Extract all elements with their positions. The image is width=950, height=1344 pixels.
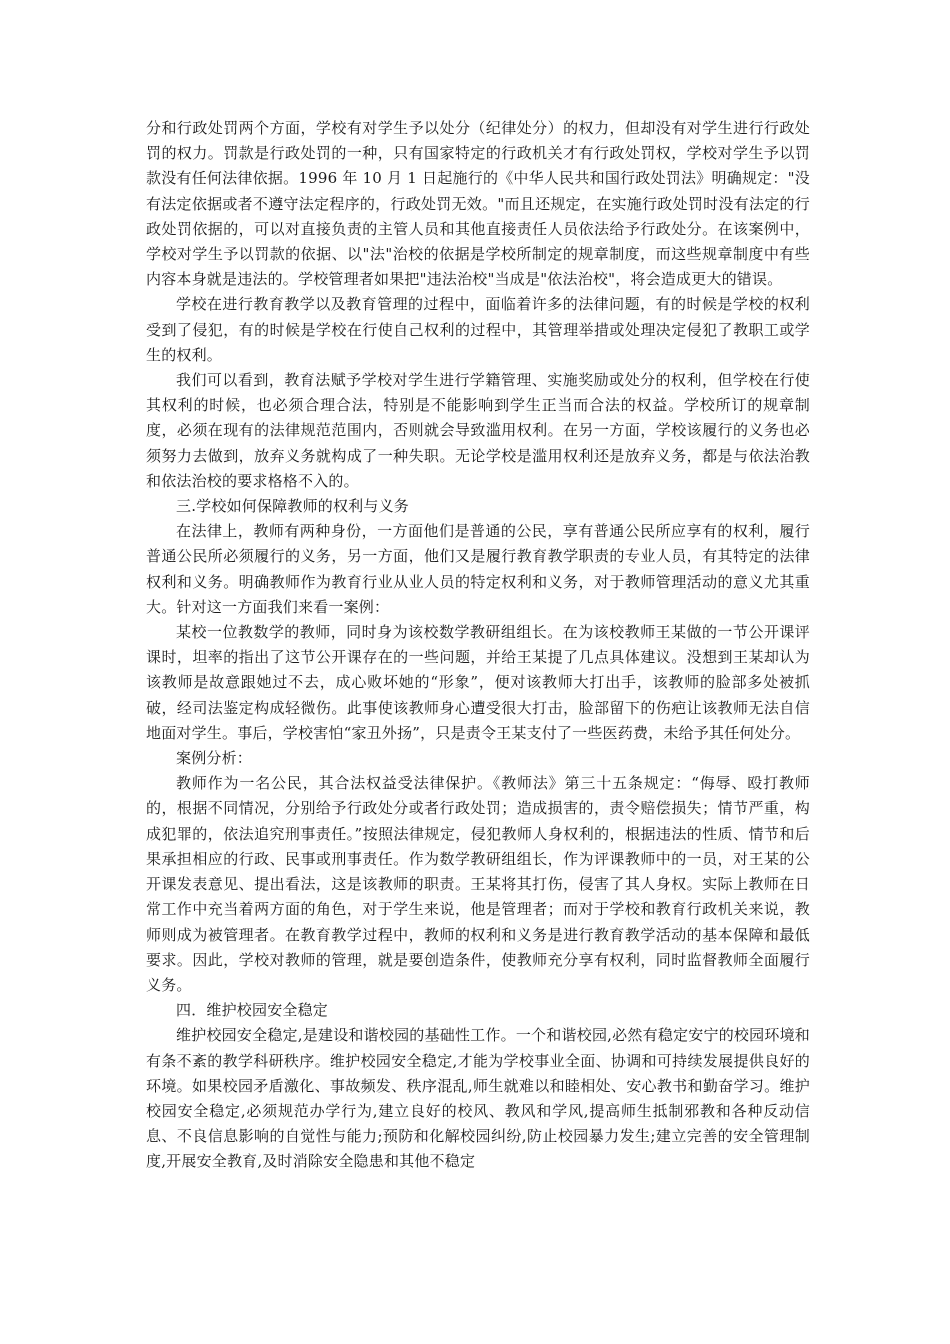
- section-heading-3: 三.学校如何保障教师的权利与义务: [176, 497, 409, 516]
- paragraph-school-legal-issues: 学校在进行教育教学以及教育管理的过程中，面临着许多的法律问题，有的时候是学校的权利受到了侵犯，有的时候是学校在行使自己权利的过程中，其管理举措或处理决定侵犯了教职工或学生的权利。: [146, 295, 810, 364]
- section-heading-4: 四．维护校园安全稳定: [176, 1001, 329, 1020]
- case-analysis-label: 案例分析：: [176, 749, 253, 768]
- paragraph-campus-safety: 维护校园安全稳定,是建设和谐校园的基础性工作。一个和谐校园,必然有稳定安宁的校园环境和有条不紊的教学科研秩序。维护校园安全稳定,才能为学校事业全面、协调和可持续发展提供良好的环境。如果校园矛盾激化、事故频发、秩序混乱,师生就难以和睦相处、安心教书和勤奋学习。维护校园安全稳定,必须规范办学行为,建立良好的校风、教风和学风,提高师生抵制邪教和各种反动信息、不良信息影响的自觉性与能力;预防和化解校园纠纷,防止校园暴力发生;建立完善的安全管理制度,开展安全教育,及时消除安全隐患和其他不稳定: [146, 1026, 810, 1171]
- paragraph-case-analysis: 教师作为一名公民，其合法权益受法律保护。《教师法》第三十五条规定：“侮辱、殴打教师的，根据不同情况，分别给予行政处分或者行政处罚；造成损害的，责令赔偿损失；情节严重，构成犯罪的，依法追究刑事责任。”按照法律规定，侵犯教师人身权利的，根据违法的性质、情节和后果承担相应的行政、民事或刑事责任。作为数学教研组组长，作为评课教师中的一员，对王某的公开课发表意见、提出看法，这是该教师的职责。王某将其打伤，侵害了其人身权。实际上教师在日常工作中充当着两方面的角色，对于学生来说，他是管理者；而对于学校和教育行政机关来说，教师则成为被管理者。在教育教学过程中，教师的权利和义务是进行教育教学活动的基本保障和最低要求。因此，学校对教师的管理，就是要创造条件，使教师充分享有权利，同时监督教师全面履行义务。: [146, 774, 810, 994]
- paragraph-case-description: 某校一位教数学的教师，同时身为该校数学教研组组长。在为该校教师王某做的一节公开课评课时，坦率的指出了这节公开课存在的一些问题，并给王某提了几点具体建议。没想到王某却认为该教师是故意跟她过不去，成心败坏她的“形象”，便对该教师大打出手，该教师的脸部多处被抓破，经司法鉴定构成轻微伤。此事使该教师身心遭受很大打击，脸部留下的伤疤让该教师无法自信地面对学生。事后，学校害怕“家丑外扬”，只是责令王某支付了一些医药费，未给予其任何处分。: [146, 623, 810, 742]
- paragraph-continuation: 分和行政处罚两个方面，学校有对学生予以处分（纪律处分）的权力，但却没有对学生进行行政处罚的权力。罚款是行政处罚的一种，只有国家特定的行政机关才有行政处罚权，学校对学生予以罚款没有任何法律依据。1996 年 10 月 1 日起施行的《中华人民共和国行政处罚法》明确规定："没有法定依据或者不遵守法定程序的，行政处罚无效。"而且还规定，在实施行政处罚时没有法定的行政处罚依据的，可以对直接负责的主管人员和其他直接责任人员依法给予行政处分。在该案例中，学校对学生予以罚款的依据、以"法"治校的依据是学校所制定的规章制度，而这些规章制度中有些内容本身就是违法的。学校管理者如果把"违法治校"当成是"依法治校"，将会造成更大的错误。: [146, 119, 810, 289]
- paragraph-school-rights-obligations: 我们可以看到，教育法赋予学校对学生进行学籍管理、实施奖励或处分的权利，但学校在行使其权利的时候，也必须合理合法，特别是不能影响到学生正当而合法的权益。学校所订的规章制度，必须在现有的法律规范范围内，否则就会导致滥用权利。在另一方面，学校该履行的义务也必须努力去做到，放弃义务就构成了一种失职。无论学校是滥用权利还是放弃义务，都是与依法治教和依法治校的要求格格不入的。: [146, 371, 810, 490]
- paragraph-teacher-identity: 在法律上，教师有两种身份，一方面他们是普通的公民，享有普通公民所应享有的权利，履行普通公民所必须履行的义务，另一方面，他们又是履行教育教学职责的专业人员，有其特定的法律权利和义务。明确教师作为教育行业从业人员的特定权利和义务，对于教师管理活动的意义尤其重大。针对这一方面我们来看一案例：: [146, 522, 810, 616]
